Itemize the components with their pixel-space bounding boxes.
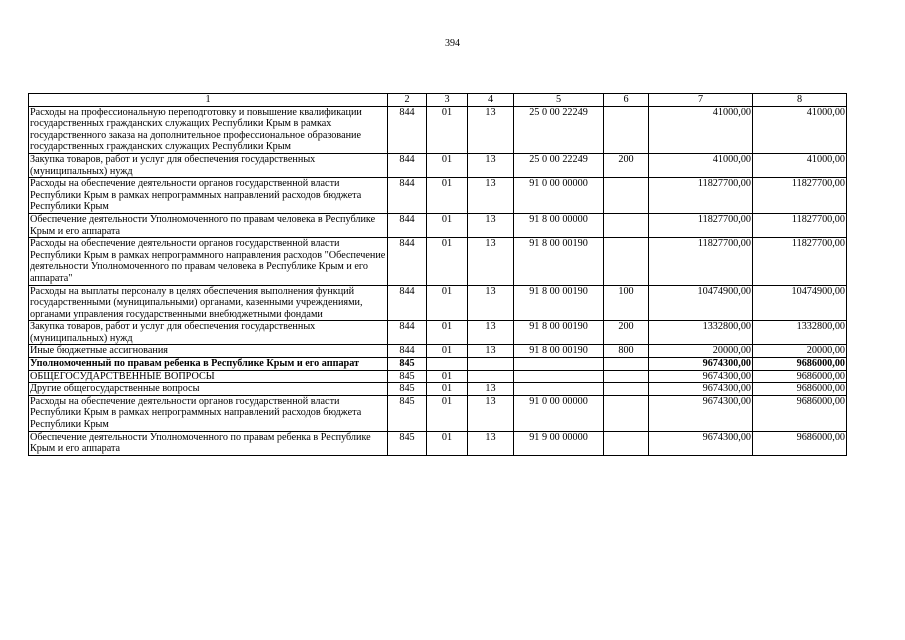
row-amount-year-1: 11827700,00 — [649, 178, 753, 214]
row-admin-code: 844 — [388, 285, 427, 321]
row-section-code: 01 — [427, 285, 468, 321]
column-header: 1 — [29, 94, 388, 107]
row-section-code: 01 — [427, 321, 468, 345]
row-amount-year-1: 11827700,00 — [649, 213, 753, 237]
row-expense-type — [604, 178, 649, 214]
row-subsection-code: 13 — [468, 383, 514, 396]
row-expense-type — [604, 431, 649, 455]
row-expense-type: 100 — [604, 285, 649, 321]
table-header-row — [29, 94, 847, 107]
row-section-code: 01 — [427, 178, 468, 214]
row-target-article — [514, 358, 604, 371]
row-section-code: 01 — [427, 238, 468, 285]
row-target-article: 91 8 00 00000 — [514, 213, 604, 237]
row-amount-year-1: 10474900,00 — [649, 285, 753, 321]
row-admin-code: 845 — [388, 383, 427, 396]
table-row — [29, 178, 847, 214]
row-description: Обеспечение деятельности Уполномоченного по правам человека в Республике Крым и его аппарата — [29, 213, 388, 237]
row-admin-code: 844 — [388, 178, 427, 214]
column-header: 5 — [514, 94, 604, 107]
row-amount-year-1: 9674300,00 — [649, 370, 753, 383]
row-description: Другие общегосударственные вопросы — [29, 383, 388, 396]
row-target-article: 91 8 00 00190 — [514, 321, 604, 345]
row-description: Закупка товаров, работ и услуг для обеспечения государственных (муниципальных) нужд — [29, 321, 388, 345]
row-description: Расходы на обеспечение деятельности органов государственной власти Республики Крым в рамках непрограммных направлений расходов бюджета Республики Крым — [29, 178, 388, 214]
row-expense-type: 800 — [604, 345, 649, 358]
row-subsection-code: 13 — [468, 285, 514, 321]
row-subsection-code: 13 — [468, 178, 514, 214]
row-admin-code: 845 — [388, 395, 427, 431]
row-amount-year-2: 9686000,00 — [753, 370, 847, 383]
row-subsection-code: 13 — [468, 321, 514, 345]
row-target-article: 25 0 00 22249 — [514, 106, 604, 153]
row-description: Обеспечение деятельности Уполномоченного по правам ребенка в Республике Крым и его аппарата — [29, 431, 388, 455]
row-section-code: 01 — [427, 345, 468, 358]
column-header: 3 — [427, 94, 468, 107]
row-subsection-code: 13 — [468, 153, 514, 177]
row-description: Иные бюджетные ассигнования — [29, 345, 388, 358]
row-target-article: 25 0 00 22249 — [514, 153, 604, 177]
row-subsection-code: 13 — [468, 213, 514, 237]
row-description: ОБЩЕГОСУДАРСТВЕННЫЕ ВОПРОСЫ — [29, 370, 388, 383]
row-expense-type — [604, 106, 649, 153]
row-target-article: 91 0 00 00000 — [514, 178, 604, 214]
row-section-code: 01 — [427, 213, 468, 237]
row-amount-year-2: 9686000,00 — [753, 395, 847, 431]
table-body — [29, 106, 847, 455]
row-subsection-code — [468, 370, 514, 383]
row-amount-year-1: 41000,00 — [649, 106, 753, 153]
row-amount-year-1: 9674300,00 — [649, 358, 753, 371]
table-row — [29, 213, 847, 237]
row-expense-type — [604, 358, 649, 371]
row-description: Уполномоченный по правам ребенка в Республике Крым и его аппарат — [29, 358, 388, 371]
row-subsection-code: 13 — [468, 395, 514, 431]
row-amount-year-1: 1332800,00 — [649, 321, 753, 345]
row-amount-year-2: 9686000,00 — [753, 358, 847, 371]
row-expense-type — [604, 370, 649, 383]
column-header: 8 — [753, 94, 847, 107]
row-subsection-code: 13 — [468, 345, 514, 358]
row-description: Расходы на обеспечение деятельности органов государственной власти Республики Крым в рамках непрограммного направления расходов "Обеспечение деятельности Уполномоченного по правам человека в Республике Крым и его аппарата" — [29, 238, 388, 285]
table-row — [29, 431, 847, 455]
row-admin-code: 844 — [388, 238, 427, 285]
row-section-code: 01 — [427, 370, 468, 383]
table-row — [29, 370, 847, 383]
column-header: 6 — [604, 94, 649, 107]
row-expense-type: 200 — [604, 153, 649, 177]
row-admin-code: 845 — [388, 358, 427, 371]
row-admin-code: 845 — [388, 370, 427, 383]
row-admin-code: 844 — [388, 321, 427, 345]
row-section-code: 01 — [427, 106, 468, 153]
table-row — [29, 106, 847, 153]
row-section-code: 01 — [427, 395, 468, 431]
row-subsection-code — [468, 358, 514, 371]
row-amount-year-2: 41000,00 — [753, 153, 847, 177]
row-subsection-code: 13 — [468, 106, 514, 153]
row-amount-year-1: 11827700,00 — [649, 238, 753, 285]
table-row — [29, 321, 847, 345]
page-number: 394 — [445, 38, 460, 49]
row-amount-year-2: 10474900,00 — [753, 285, 847, 321]
row-description: Закупка товаров, работ и услуг для обеспечения государственных (муниципальных) нужд — [29, 153, 388, 177]
row-subsection-code: 13 — [468, 238, 514, 285]
row-target-article — [514, 383, 604, 396]
row-admin-code: 845 — [388, 431, 427, 455]
row-description: Расходы на обеспечение деятельности органов государственной власти Республики Крым в рамках непрограммных направлений расходов бюджета Республики Крым — [29, 395, 388, 431]
row-amount-year-1: 9674300,00 — [649, 431, 753, 455]
column-header: 7 — [649, 94, 753, 107]
column-header: 2 — [388, 94, 427, 107]
row-subsection-code: 13 — [468, 431, 514, 455]
row-section-code: 01 — [427, 153, 468, 177]
row-section-code: 01 — [427, 431, 468, 455]
budget-table — [28, 93, 847, 456]
table-row — [29, 383, 847, 396]
row-target-article: 91 0 00 00000 — [514, 395, 604, 431]
row-expense-type — [604, 395, 649, 431]
table-row — [29, 285, 847, 321]
row-section-code — [427, 358, 468, 371]
row-amount-year-1: 9674300,00 — [649, 395, 753, 431]
row-amount-year-2: 41000,00 — [753, 106, 847, 153]
table-row — [29, 358, 847, 371]
row-section-code: 01 — [427, 383, 468, 396]
table-row — [29, 238, 847, 285]
row-amount-year-1: 41000,00 — [649, 153, 753, 177]
row-amount-year-2: 20000,00 — [753, 345, 847, 358]
row-target-article — [514, 370, 604, 383]
row-amount-year-2: 11827700,00 — [753, 238, 847, 285]
row-admin-code: 844 — [388, 213, 427, 237]
row-description: Расходы на выплаты персоналу в целях обеспечения выполнения функций государственными (муниципальными) органами, казенными учреждениями, органами управления государственными внебюджетными фондами — [29, 285, 388, 321]
table-row — [29, 395, 847, 431]
row-target-article: 91 8 00 00190 — [514, 238, 604, 285]
row-admin-code: 844 — [388, 106, 427, 153]
row-amount-year-1: 20000,00 — [649, 345, 753, 358]
table-row — [29, 153, 847, 177]
table-row — [29, 345, 847, 358]
row-expense-type: 200 — [604, 321, 649, 345]
row-amount-year-2: 9686000,00 — [753, 431, 847, 455]
row-target-article: 91 8 00 00190 — [514, 285, 604, 321]
row-amount-year-2: 11827700,00 — [753, 213, 847, 237]
row-expense-type — [604, 238, 649, 285]
row-target-article: 91 9 00 00000 — [514, 431, 604, 455]
row-expense-type — [604, 383, 649, 396]
row-admin-code: 844 — [388, 153, 427, 177]
column-header: 4 — [468, 94, 514, 107]
row-admin-code: 844 — [388, 345, 427, 358]
row-amount-year-2: 1332800,00 — [753, 321, 847, 345]
row-description: Расходы на профессиональную переподготовку и повышение квалификации государственных гражданских служащих Республики Крым в рамках государственного заказа на дополнительное профессиональное образование государственных гражданских служащих Республики Крым — [29, 106, 388, 153]
row-expense-type — [604, 213, 649, 237]
row-amount-year-1: 9674300,00 — [649, 383, 753, 396]
row-target-article: 91 8 00 00190 — [514, 345, 604, 358]
row-amount-year-2: 9686000,00 — [753, 383, 847, 396]
row-amount-year-2: 11827700,00 — [753, 178, 847, 214]
